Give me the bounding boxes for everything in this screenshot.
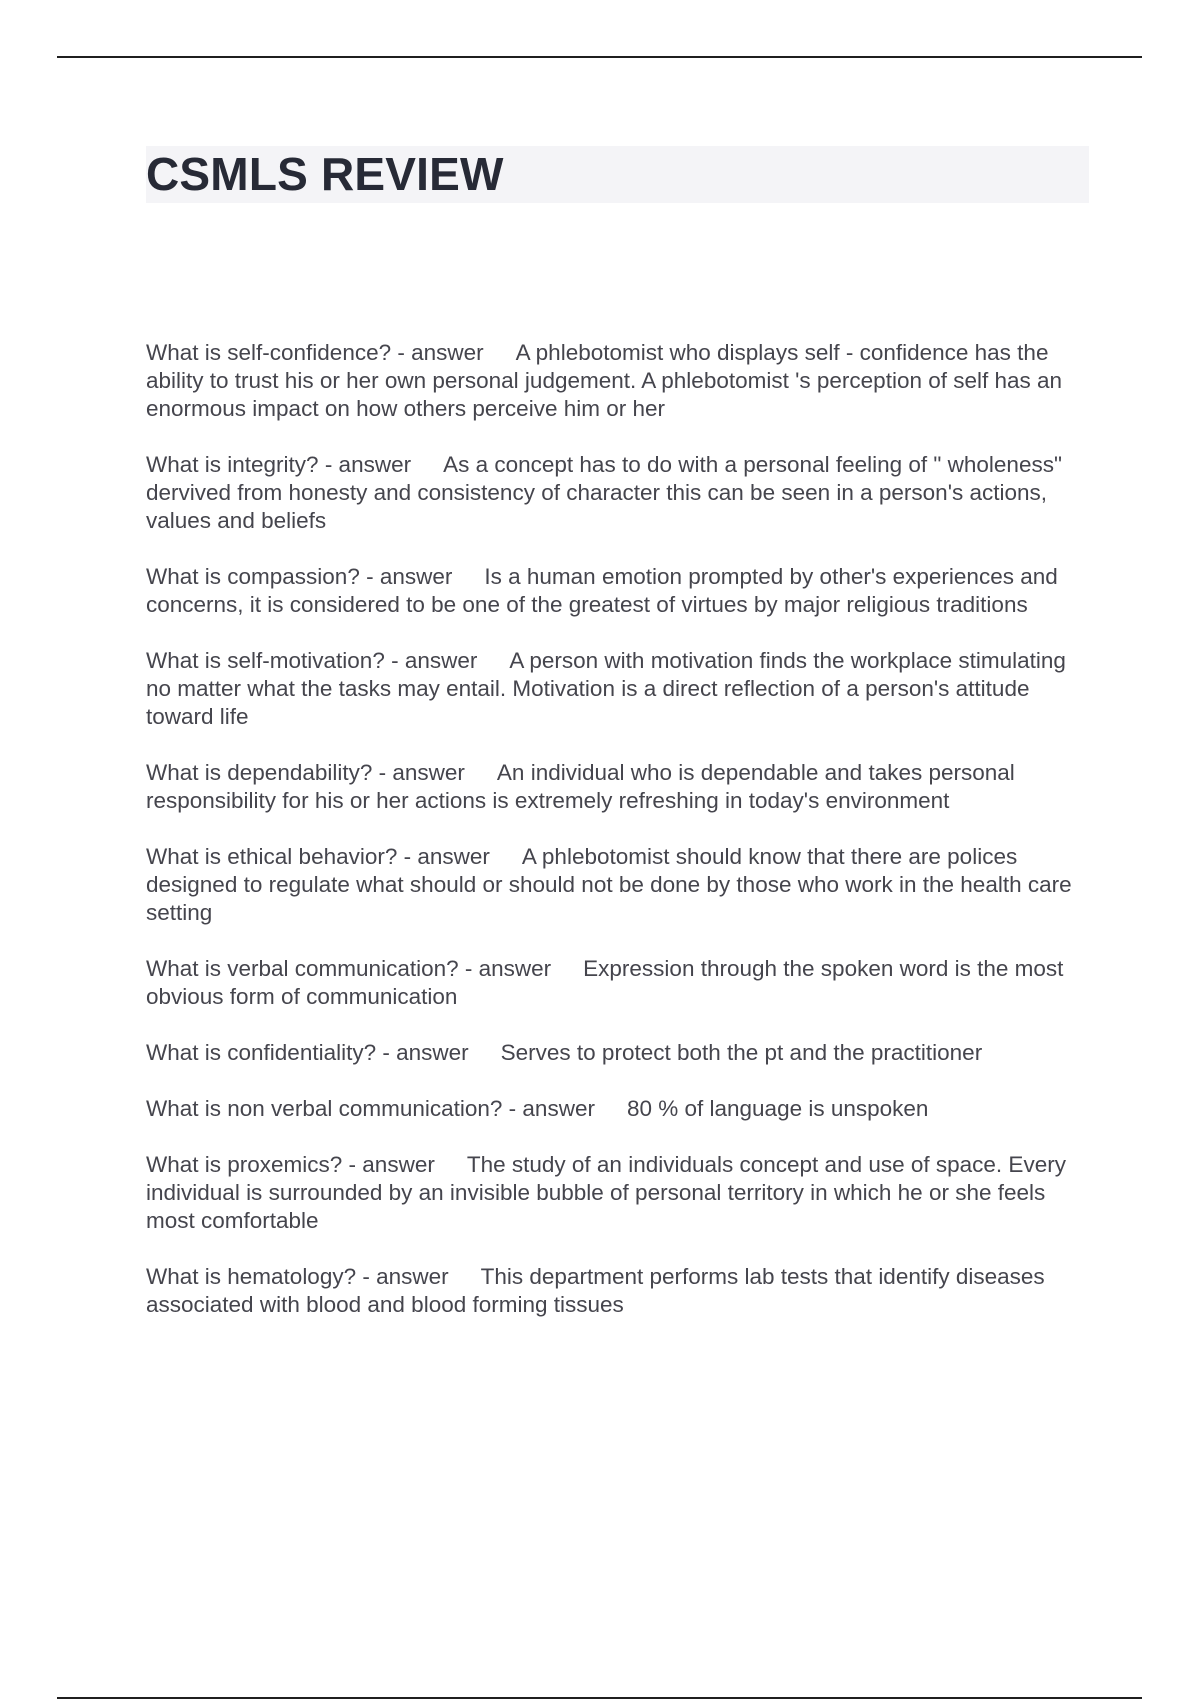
question: What is verbal communication? - answer [146, 956, 552, 981]
qa-item-proxemics [146, 1151, 1091, 1235]
answer: A person with motivation finds the workplace stimulating no matter what the tasks may entail. Motivation is a direct reflection of a person's attitude toward life [146, 648, 1066, 729]
qa-item-non-verbal-communication [146, 1095, 1091, 1123]
qa-item-self-confidence [146, 339, 1091, 423]
qa-item-dependability [146, 759, 1091, 815]
question: What is compassion? - answer [146, 564, 453, 589]
qa-item-verbal-communication [146, 955, 1091, 1011]
answer: 80 % of language is unspoken [626, 1096, 929, 1121]
document-title: CSMLS REVIEW [146, 148, 504, 200]
qa-item-self-motivation [146, 647, 1091, 731]
qa-item-ethical-behavior [146, 843, 1091, 927]
question: What is self-motivation? - answer [146, 648, 478, 673]
qa-item-integrity [146, 451, 1091, 535]
question: What is integrity? - answer [146, 452, 412, 477]
bottom-rule [57, 1697, 1142, 1699]
answer: A phlebotomist should know that there are polices designed to regulate what should or should not be done by those who work in the health care setting [146, 844, 1072, 925]
qa-item-hematology [146, 1263, 1091, 1319]
question: What is confidentiality? - answer [146, 1040, 469, 1065]
question: What is dependability? - answer [146, 760, 465, 785]
question: What is self-confidence? - answer [146, 340, 484, 365]
answer: Is a human emotion prompted by other's experiences and concerns, it is considered to be one of the greatest of virtues by major religious traditions [146, 564, 1058, 617]
question: What is non verbal communication? - answer [146, 1096, 595, 1121]
question: What is proxemics? - answer [146, 1152, 435, 1177]
answer: Expression through the spoken word is the most obvious form of communication [146, 956, 1064, 1009]
top-rule [57, 56, 1142, 58]
qa-item-compassion [146, 563, 1091, 619]
question: What is hematology? - answer [146, 1264, 449, 1289]
qa-list [146, 339, 1091, 1347]
qa-item-confidentiality [146, 1039, 1091, 1067]
answer: This department performs lab tests that identify diseases associated with blood and blood forming tissues [146, 1264, 1045, 1317]
question: What is ethical behavior? - answer [146, 844, 490, 869]
answer: The study of an individuals concept and use of space. Every individual is surrounded by an invisible bubble of personal territory in which he or she feels most comfortable [146, 1152, 1066, 1233]
answer: A phlebotomist who displays self - confidence has the ability to trust his or her own personal judgement. A phlebotomist 's perception of self has an enormous impact on how others perceive him or her [146, 340, 1063, 421]
answer: Serves to protect both the pt and the practitioner [500, 1040, 983, 1065]
answer: An individual who is dependable and takes personal responsibility for his or her actions is extremely refreshing in today's environment [146, 760, 1015, 813]
answer: As a concept has to do with a personal feeling of " wholeness" dervived from honesty and consistency of character this can be seen in a person's actions, values and beliefs [146, 452, 1062, 533]
